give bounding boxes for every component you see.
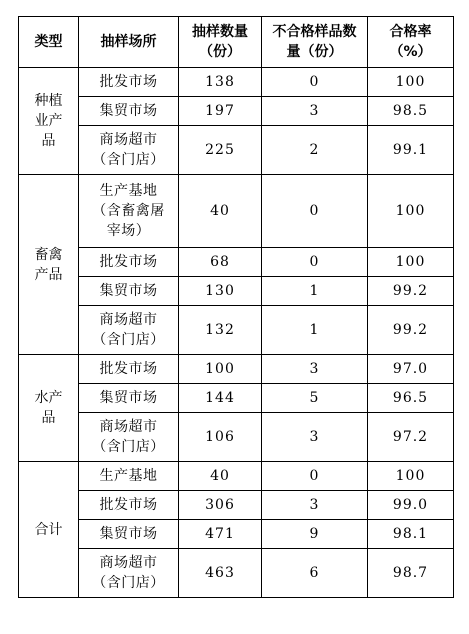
fail-count-cell: [262, 549, 368, 598]
header-count: 抽样数量 （份）: [179, 17, 262, 68]
table-row: [19, 68, 454, 97]
fail-count-cell: [262, 97, 368, 126]
fail-count-cell: [262, 491, 368, 520]
count-cell: [179, 68, 262, 97]
category-cell: [19, 68, 79, 175]
pass-rate-cell: [368, 355, 454, 384]
count-cell: [179, 306, 262, 355]
fail-count-value: 0: [309, 254, 320, 270]
header-type: 类型: [19, 17, 79, 68]
place-cell: [79, 68, 179, 97]
pass-rate-cell: [368, 520, 454, 549]
fail-count-value: 0: [309, 203, 320, 219]
count-value: 463: [205, 565, 235, 581]
place-cell: [79, 462, 179, 491]
place-cell: [79, 126, 179, 175]
pass-rate-cell: [368, 68, 454, 97]
place-cell: [79, 491, 179, 520]
place-value: 集贸市场: [99, 103, 158, 119]
fail-count-cell: [262, 462, 368, 491]
table-row: [19, 549, 454, 598]
category-cell: [19, 175, 79, 355]
table-row: [19, 175, 454, 248]
pass-rate-cell: [368, 97, 454, 126]
count-value: 68: [210, 254, 230, 270]
fail-count-cell: [262, 175, 368, 248]
count-cell: [179, 97, 262, 126]
place-cell: [79, 248, 179, 277]
count-cell: [179, 491, 262, 520]
fail-count-cell: [262, 277, 368, 306]
place-value: 商场超市 （含门店）: [92, 132, 165, 168]
place-cell: [79, 277, 179, 306]
fail-count-value: 3: [309, 103, 320, 119]
count-value: 130: [205, 283, 235, 299]
fail-count-value: 1: [309, 322, 320, 338]
fail-count-value: 3: [309, 361, 320, 377]
pass-rate-value: 96.5: [392, 390, 429, 406]
count-value: 40: [210, 468, 230, 484]
count-value: 225: [205, 142, 235, 158]
count-value: 306: [205, 497, 235, 513]
category-cell: [19, 355, 79, 462]
pass-rate-value: 97.2: [392, 429, 429, 445]
place-cell: [79, 97, 179, 126]
pass-rate-cell: [368, 384, 454, 413]
table-wrapper: [18, 16, 454, 598]
place-value: 商场超市 （含门店）: [92, 419, 165, 455]
pass-rate-cell: [368, 175, 454, 248]
place-value: 商场超市 （含门店）: [92, 555, 165, 591]
category-label: 合计: [34, 521, 63, 538]
count-cell: [179, 384, 262, 413]
count-cell: [179, 462, 262, 491]
pass-rate-value: 98.1: [392, 526, 429, 542]
pass-rate-value: 99.2: [392, 322, 429, 338]
fail-count-value: 0: [309, 468, 320, 484]
count-cell: [179, 126, 262, 175]
header-fail: 不合格样品数 量（份）: [262, 17, 368, 68]
pass-rate-cell: [368, 413, 454, 462]
place-cell: [79, 520, 179, 549]
place-value: 批发市场: [99, 254, 158, 270]
category-label: 种植 业产 品: [34, 93, 63, 149]
count-cell: [179, 355, 262, 384]
place-cell: [79, 549, 179, 598]
place-value: 生产基地 （含畜禽屠 宰场）: [92, 183, 165, 239]
table-row: [19, 306, 454, 355]
category-label: 水产 品: [34, 390, 63, 426]
header-rate: 合格率 （%）: [368, 17, 454, 68]
fail-count-cell: [262, 248, 368, 277]
pass-rate-cell: [368, 491, 454, 520]
place-value: 批发市场: [99, 497, 158, 513]
header-place: 抽样场所: [79, 17, 179, 68]
fail-count-value: 9: [309, 526, 320, 542]
place-cell: [79, 306, 179, 355]
place-cell: [79, 413, 179, 462]
count-cell: [179, 277, 262, 306]
pass-rate-value: 100: [395, 468, 426, 484]
fail-count-cell: [262, 68, 368, 97]
place-value: 批发市场: [99, 361, 158, 377]
pass-rate-value: 99.2: [392, 283, 429, 299]
fail-count-cell: [262, 413, 368, 462]
fail-count-value: 3: [309, 497, 320, 513]
count-cell: [179, 248, 262, 277]
pass-rate-value: 99.0: [392, 497, 429, 513]
table-row: [19, 248, 454, 277]
category-label: 畜禽 产品: [34, 246, 63, 283]
table-row: [19, 520, 454, 549]
pass-rate-value: 100: [395, 203, 426, 219]
table-row: [19, 277, 454, 306]
count-value: 471: [205, 526, 235, 542]
count-value: 197: [205, 103, 235, 119]
fail-count-value: 6: [309, 565, 320, 581]
place-value: 集贸市场: [99, 526, 158, 542]
table-row: [19, 491, 454, 520]
fail-count-cell: [262, 126, 368, 175]
count-cell: [179, 175, 262, 248]
table-row: [19, 462, 454, 491]
pass-rate-cell: [368, 306, 454, 355]
fail-count-cell: [262, 355, 368, 384]
pass-rate-cell: [368, 248, 454, 277]
fail-count-value: 3: [309, 429, 320, 445]
category-cell: [19, 462, 79, 598]
fail-count-value: 5: [309, 390, 320, 406]
count-value: 138: [205, 74, 235, 90]
count-value: 100: [205, 361, 235, 377]
place-value: 批发市场: [99, 74, 158, 90]
place-value: 商场超市 （含门店）: [92, 312, 165, 348]
count-cell: [179, 549, 262, 598]
place-value: 集贸市场: [99, 390, 158, 406]
pass-rate-cell: [368, 277, 454, 306]
table-row: [19, 384, 454, 413]
place-cell: [79, 355, 179, 384]
table-body: [19, 68, 454, 598]
place-value: 集贸市场: [99, 283, 158, 299]
fail-count-value: 0: [309, 74, 320, 90]
pass-rate-value: 99.1: [392, 142, 429, 158]
pass-rate-cell: [368, 126, 454, 175]
pass-rate-value: 100: [395, 74, 426, 90]
count-cell: [179, 413, 262, 462]
pass-rate-value: 100: [395, 254, 426, 270]
fail-count-value: 1: [309, 283, 320, 299]
fail-count-cell: [262, 520, 368, 549]
place-value: 生产基地: [99, 468, 158, 484]
table-row: [19, 97, 454, 126]
sampling-results-table: [18, 16, 454, 598]
pass-rate-value: 98.5: [392, 103, 429, 119]
pass-rate-value: 97.0: [392, 361, 429, 377]
fail-count-cell: [262, 306, 368, 355]
fail-count-value: 2: [309, 142, 320, 158]
table-row: [19, 126, 454, 175]
header-row: [19, 17, 454, 68]
pass-rate-cell: [368, 549, 454, 598]
count-value: 40: [210, 203, 230, 219]
count-value: 144: [205, 390, 235, 406]
place-cell: [79, 384, 179, 413]
pass-rate-cell: [368, 462, 454, 491]
table-row: [19, 355, 454, 384]
count-value: 106: [205, 429, 235, 445]
fail-count-cell: [262, 384, 368, 413]
count-cell: [179, 520, 262, 549]
pass-rate-value: 98.7: [392, 565, 429, 581]
table-row: [19, 413, 454, 462]
place-cell: [79, 175, 179, 248]
count-value: 132: [205, 322, 235, 338]
